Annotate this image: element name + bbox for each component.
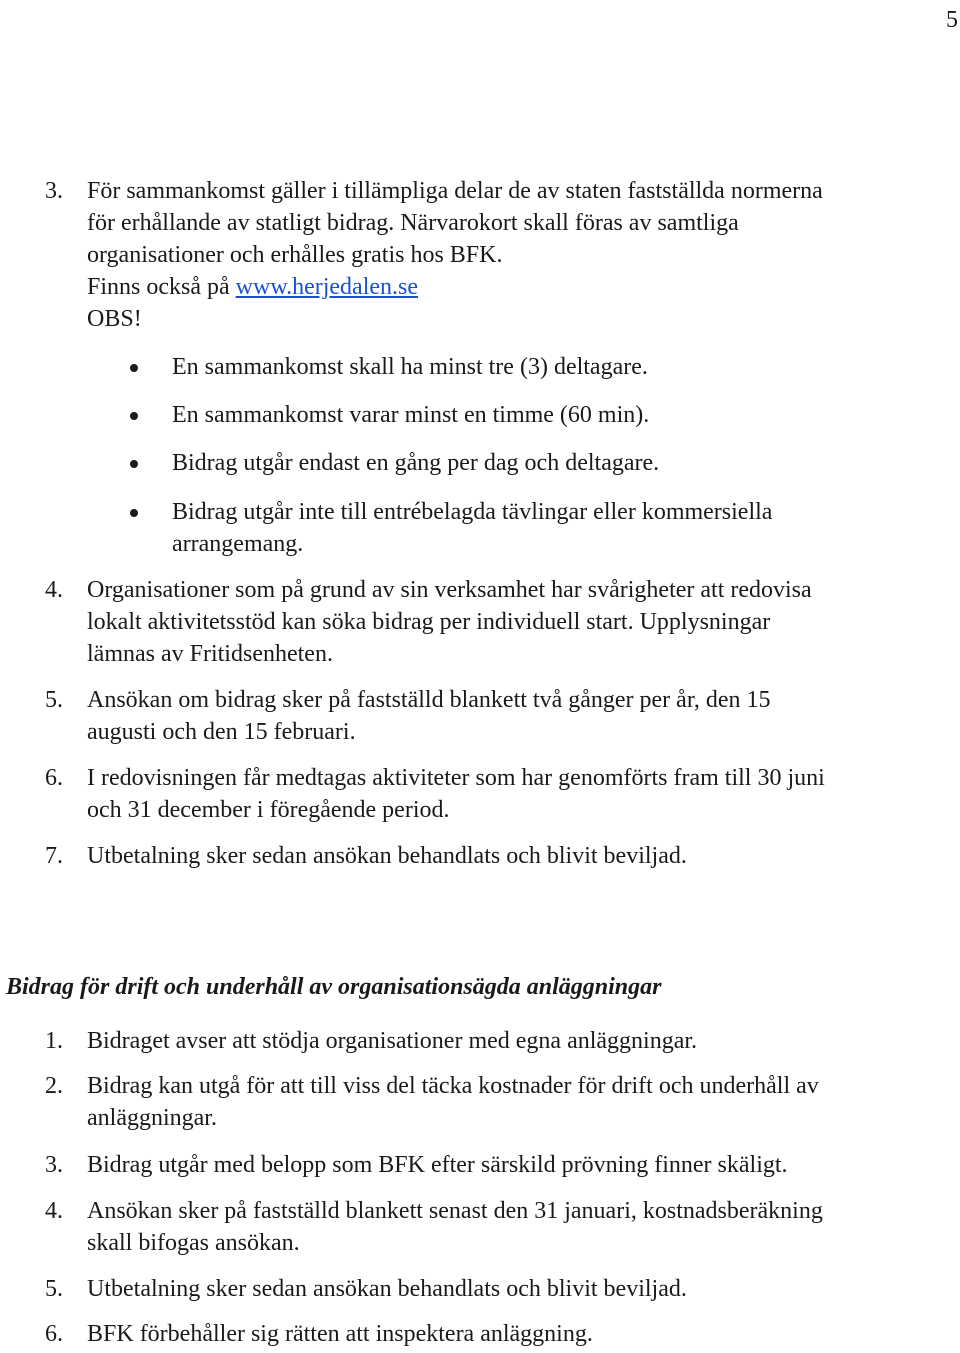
item-text-line: organisationer och erhålles gratis hos BFK. [87,242,503,268]
item-text-line: och 31 december i föregående period. [87,797,450,823]
bullet-text: En sammankomst varar minst en timme (60 min). [172,402,650,428]
item-text-line: lämnas av Fritidsenheten. [87,641,333,667]
list-item-3 [45,175,950,335]
item-text-line [87,271,950,303]
obs-label: OBS! [87,306,142,332]
item-text-line: BFK förbehåller sig rätten att inspektera anläggning. [87,1321,593,1347]
section-heading: Bidrag för drift och underhåll av organisationsägda anläggningar [6,974,662,1000]
bullet-text: Bidrag utgår endast en gång per dag och deltagare. [172,450,660,476]
bullet-icon [130,364,138,372]
item-text-line: Ansökan om bidrag sker på fastställd blankett två gånger per år, den 15 [87,687,771,713]
item-text-line: Bidrag utgår med belopp som BFK efter särskild prövning finner skäligt. [87,1152,788,1178]
bullet-item [130,496,910,560]
item-text-line: Bidraget avser att stödja organisationer med egna anläggningar. [87,1028,698,1054]
item-number: 3. [45,178,63,204]
list2-item-1 [45,1025,950,1057]
list-item-6 [45,762,950,826]
list-item-5 [45,684,950,748]
bullet-text: arrangemang. [172,531,304,557]
item-text-line: Organisationer som på grund av sin verksamhet har svårigheter att redovisa [87,577,812,603]
item-number: 2. [45,1073,63,1099]
item-number: 6. [45,1321,63,1347]
bullet-item [130,399,910,431]
item-number: 6. [45,765,63,791]
item-text-line: Utbetalning sker sedan ansökan behandlats och blivit beviljad. [87,843,687,869]
page-number: 5 [946,7,958,33]
bullet-item [130,351,910,383]
item-text-line: För sammankomst gäller i tillämpliga delar de av staten fastställda normerna [87,178,823,204]
bullet-icon [130,412,138,420]
item-number: 5. [45,1276,63,1302]
item-text-line: Bidrag kan utgå för att till viss del täcka kostnader för drift och underhåll av [87,1073,819,1099]
item-number: 4. [45,1198,63,1224]
item-text-line: I redovisningen får medtagas aktiviteter som har genomförts fram till 30 juni [87,765,825,791]
item-text-line: augusti och den 15 februari. [87,719,356,745]
bullet-icon [130,509,138,517]
item-text-line: Ansökan sker på fastställd blankett senast den 31 januari, kostnadsberäkning [87,1198,823,1224]
herjedalen-link[interactable]: www.herjedalen.se [235,274,419,300]
item-number: 3. [45,1152,63,1178]
bullet-text: Bidrag utgår inte till entrébelagda tävlingar eller kommersiella [172,499,773,525]
bullet-item [130,447,910,479]
also-available-text: Finns också på [87,274,236,300]
item-text-line: anläggningar. [87,1105,217,1131]
list2-item-6 [45,1318,950,1350]
list-item-4 [45,574,950,670]
item-text-line: skall bifogas ansökan. [87,1230,300,1256]
item-number: 5. [45,687,63,713]
item-text-line: för erhållande av statligt bidrag. Närvarokort skall föras av samtliga [87,210,739,236]
item-text-line: lokalt aktivitetsstöd kan söka bidrag per individuell start. Upplysningar [87,609,771,635]
item-number: 1. [45,1028,63,1054]
item-text-line: Utbetalning sker sedan ansökan behandlats och blivit beviljad. [87,1276,687,1302]
item-number: 7. [45,843,63,869]
list2-item-3 [45,1149,950,1181]
list-item-7 [45,840,950,872]
bullet-text: En sammankomst skall ha minst tre (3) deltagare. [172,354,648,380]
list2-item-5 [45,1273,950,1305]
item-number: 4. [45,577,63,603]
list2-item-2 [45,1070,950,1134]
list2-item-4 [45,1195,950,1259]
bullet-icon [130,460,138,468]
